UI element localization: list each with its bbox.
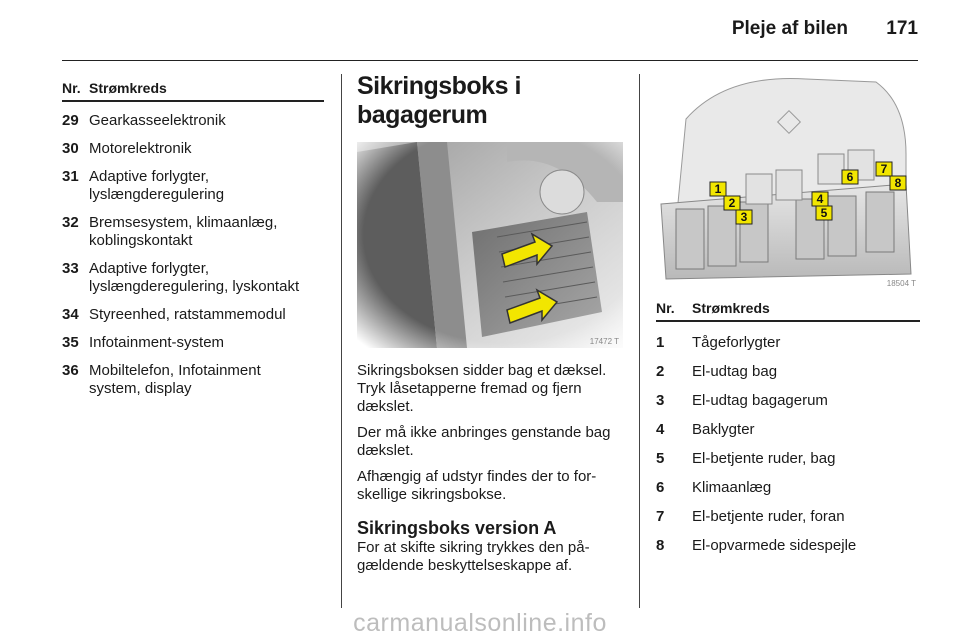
circuit-description: Tågeforlygter: [692, 334, 781, 351]
diagram-code: 18504 T: [886, 279, 916, 288]
diagram-label-number: 3: [740, 210, 748, 224]
circuit-description: [89, 324, 324, 352]
fuse-number: 6: [656, 479, 665, 496]
trunk-fuse-cover-photo: [357, 142, 623, 348]
header-divider: [62, 60, 918, 61]
diagram-label-number: 2: [728, 196, 736, 210]
fuse-number: 30: [62, 140, 79, 157]
paragraph-2: Der må ikke anbringes genstande bag dækslet.: [357, 424, 611, 459]
circuit-line-2: lyslængderegulering, lyskontakt: [89, 278, 300, 295]
fuse-number: 5: [656, 450, 665, 467]
circuit-description: [89, 204, 324, 250]
right-fuse-table: [656, 300, 920, 555]
diagram-label-number: 1: [714, 182, 722, 196]
fuse-number: 31: [62, 168, 79, 185]
middle-text: [357, 362, 623, 575]
table-row: [656, 321, 920, 352]
circuit-description: [89, 250, 324, 296]
circuit-description: [89, 130, 324, 158]
column-header-nr: Nr.: [656, 300, 692, 321]
diagram-label-number: 4: [816, 192, 824, 206]
fuse-number: 4: [656, 421, 665, 438]
fuse-number: 7: [656, 508, 665, 525]
table-row: [62, 101, 324, 130]
circuit-description: [89, 296, 324, 324]
fuse-box-diagram: [656, 74, 920, 290]
table-row: [656, 410, 920, 439]
circuit-line-2: lyslængderegulering: [89, 186, 225, 203]
paragraph-version-a: For at skifte sikring trykkes den pågældende beskyttelseskappe af.: [357, 539, 590, 574]
fuse-number: 1: [656, 334, 665, 351]
fuse-number: 8: [656, 537, 665, 554]
section-heading: Sikringsboks i bagagerum: [357, 72, 521, 129]
circuit-line-1: Infotainment-system: [89, 334, 225, 351]
table-row: [656, 497, 920, 526]
fuse-number: 33: [62, 260, 79, 277]
column-header-circuit: Strømkreds: [89, 80, 324, 101]
diagram-label-number: 7: [880, 162, 888, 176]
photo-code: 17472 T: [589, 337, 619, 346]
circuit-description: El-betjente ruder, bag: [692, 450, 836, 467]
circuit-line-1: Bremsesystem, klimaanlæg,: [89, 214, 278, 231]
middle-column: [357, 72, 623, 583]
left-fuse-table: [62, 80, 324, 398]
paragraph-3: Afhængig af udstyr findes der to forskellige sikringsbokse.: [357, 468, 597, 503]
circuit-line-1: Motorelektronik: [89, 140, 192, 157]
watermark: carmanualsonline.info: [353, 609, 607, 637]
circuit-description: El-betjente ruder, foran: [692, 508, 845, 525]
circuit-description: [89, 101, 324, 130]
column-header-nr: Nr.: [62, 80, 89, 101]
table-row: [62, 352, 324, 398]
column-divider-right: [639, 74, 640, 608]
table-row: [656, 526, 920, 555]
circuit-description: Klimaanlæg: [692, 479, 772, 496]
table-row: [62, 158, 324, 204]
page-number: 171: [886, 18, 918, 39]
fuse-number: 36: [62, 362, 79, 379]
paragraph-1: Sikringsboksen sidder bag et dæksel. Tryk låsetapperne fremad og fjern dækslet.: [357, 362, 607, 415]
circuit-description: [89, 158, 324, 204]
circuit-description: El-opvarmede sidespejle: [692, 537, 857, 554]
circuit-description: El-udtag bagagerum: [692, 392, 828, 409]
fuse-number: 35: [62, 334, 79, 351]
circuit-line-1: Styreenhed, ratstammemodul: [89, 306, 286, 323]
right-column: [656, 74, 920, 555]
circuit-description: [89, 352, 324, 398]
column-divider-left: [341, 74, 342, 608]
circuit-line-2: koblingskontakt: [89, 232, 193, 249]
circuit-line-1: Adaptive forlygter,: [89, 168, 210, 185]
fuse-number: 34: [62, 306, 79, 323]
circuit-description: El-udtag bag: [692, 363, 778, 380]
circuit-description: Baklygter: [692, 421, 755, 438]
fuse-number: 3: [656, 392, 665, 409]
diagram-label-number: 6: [846, 170, 854, 184]
table-row: [62, 130, 324, 158]
circuit-line-1: Adaptive forlygter,: [89, 260, 210, 277]
table-row: [656, 468, 920, 497]
table-row: [656, 381, 920, 410]
table-row: [62, 204, 324, 250]
subheading-version-a: Sikringsboks version A: [357, 518, 557, 538]
table-row: [62, 324, 324, 352]
table-row: [62, 296, 324, 324]
column-header-circuit: Strømkreds: [692, 300, 920, 321]
diagram-label-number: 5: [820, 206, 828, 220]
table-row: [656, 439, 920, 468]
circuit-line-1: Mobiltelefon, Infotainment: [89, 362, 261, 379]
circuit-line-2: system, display: [89, 380, 192, 397]
left-fuse-table-column: [62, 80, 324, 398]
page-title: Pleje af bilen: [731, 18, 848, 39]
diagram-label-number: 8: [894, 176, 902, 190]
circuit-line-1: Gearkasseelektronik: [89, 112, 226, 129]
table-row: [656, 352, 920, 381]
fuse-number: 32: [62, 214, 79, 231]
fuse-number: 2: [656, 363, 665, 380]
fuse-number: 29: [62, 112, 79, 129]
table-row: [62, 250, 324, 296]
